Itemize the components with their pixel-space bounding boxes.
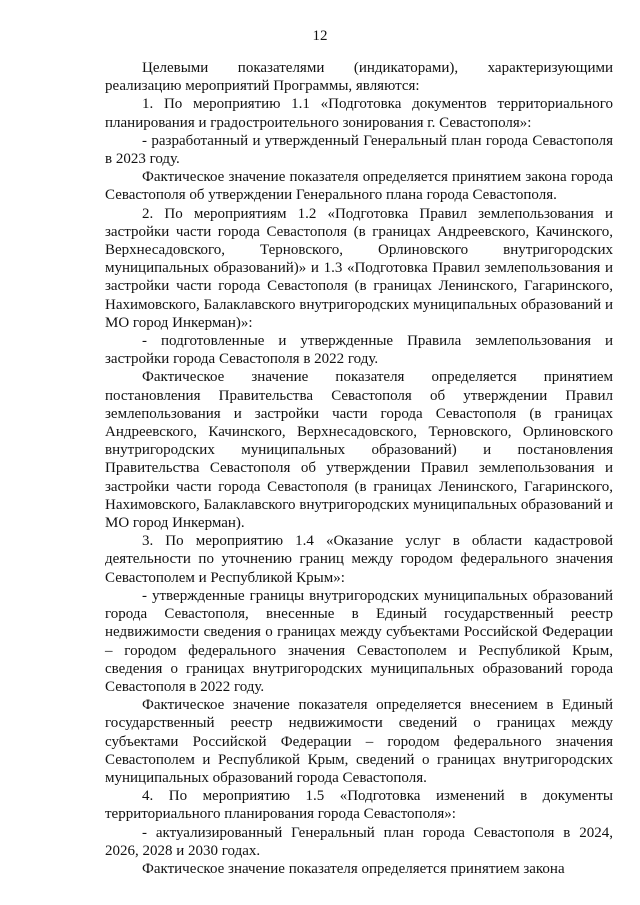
item-4-actual-value: Фактическое значение показателя определяется принятием закона bbox=[142, 860, 565, 877]
item-2-actual-value: Фактическое значение показателя определяется принятием постановления Правительства Севастополя об утверждении Правил землепользования и застройки части города Севастополя (в границах Андреевского, Качинского, Верхнесадовского, Терновского, Орлиновского внутригородских муниципальных образований) и постановления Правительства Севастополя об утверждении Правил землепользования и застройки части города Севастополя (в границах Ленинского, Гагаринского, Нахимовского, Балаклавского внутригородских муниципальных образований и МО город Инкерман). bbox=[105, 369, 613, 532]
item-4-indicator: - актуализированный Генеральный план города Севастополя в 2024, 2026, 2028 и 2030 годах. bbox=[105, 824, 613, 859]
item-3-actual-value: Фактическое значение показателя определяется внесением в Единый государственный реестр недвижимости сведений о границах между субъектами Российской Федерации – городом федерального значения Севастополем и Республикой Крым, сведений о границах внутригородских муниципальных образований города Севастополя. bbox=[105, 697, 613, 786]
item-4-heading: 4. По мероприятию 1.5 «Подготовка изменений в документы территориального планирования города Севастополя»: bbox=[105, 788, 613, 823]
item-2-indicator: - подготовленные и утвержденные Правила землепользования и застройки города Севастополя в 2022 году. bbox=[105, 333, 613, 368]
item-2-heading: 2. По мероприятиям 1.2 «Подготовка Правил землепользования и застройки части города Севастополя (в границах Андреевского, Качинского, Верхнесадовского, Терновского, Орлиновского внутригородских муниципальных образований)» и 1.3 «Подготовка Правил землепользования и застройки части города Севастополя (в границах Ленинского, Гагаринского, Нахимовского, Балаклавского внутригородских муниципальных образований и МО город Инкерман)»: bbox=[105, 205, 613, 331]
item-3-indicator: - утвержденные границы внутригородских муниципальных образований города Севастополя, внесенные в Единый государственный реестр недвижимости сведения о границах между субъектами Российской Федерации – городом федерального значения Севастополем и Республикой Крым, сведения о границах внутригородских муниципальных образований города Севастополя в 2022 году. bbox=[105, 587, 613, 695]
item-1-actual-value: Фактическое значение показателя определяется принятием закона города Севастополя об утверждении Генерального плана города Севастополя. bbox=[105, 169, 613, 204]
item-3-heading: 3. По мероприятию 1.4 «Оказание услуг в области кадастровой деятельности по уточнению границ между городом федерального значения Севастополем и Республикой Крым»: bbox=[105, 533, 613, 586]
page-number: 12 bbox=[312, 28, 328, 44]
intro-paragraph: Целевыми показателями (индикаторами), характеризующими реализацию мероприятий Программы, являются: bbox=[105, 60, 613, 95]
item-1-indicator: - разработанный и утвержденный Генеральный план города Севастополя в 2023 году. bbox=[105, 132, 613, 168]
document-body bbox=[105, 59, 613, 878]
item-1-heading: 1. По мероприятию 1.1 «Подготовка документов территориального планирования и градостроительного зонирования г. Севастополя»: bbox=[105, 96, 613, 131]
